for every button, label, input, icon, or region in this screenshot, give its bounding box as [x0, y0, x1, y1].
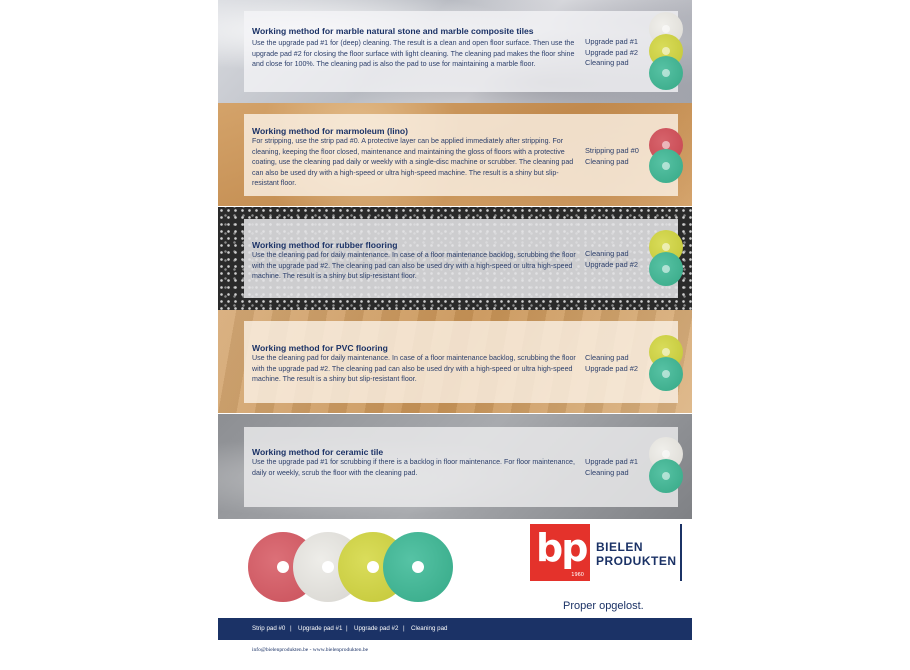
brand-name-line1: BIELEN: [596, 540, 644, 554]
pad-labels: [585, 146, 639, 167]
brand-name-line2: PRODUKTEN: [596, 554, 677, 568]
pad-label: Upgrade pad #2: [585, 47, 639, 57]
section-title: Working method for marble natural stone and marble composite tiles: [252, 26, 534, 36]
pad-labels: [585, 457, 638, 478]
flyer-page: [218, 0, 692, 670]
section-title: Working method for ceramic tile: [252, 447, 384, 457]
section-title: Working method for PVC flooring: [252, 343, 388, 353]
contact-link[interactable]: info@bielenprodukten.be - www.bielenprodukten.be: [252, 647, 369, 653]
cleaning-pad-image: [383, 532, 453, 602]
section-title: Working method for marmoleum (lino): [252, 126, 408, 136]
legend-separator: |: [346, 625, 348, 632]
legend-separator: |: [403, 625, 405, 632]
cleaning-pad-icon: [649, 56, 683, 90]
section-marble: [218, 0, 692, 103]
pad-label: Upgrade pad #2: [585, 259, 639, 269]
legend-item: Strip pad #0: [252, 625, 286, 632]
section-panel: [244, 11, 678, 92]
section-body: Use the cleaning pad for daily maintenance. In case of a floor maintenance backlog, scrubbing the floor with the upgrade pad #2. The cleaning pad can also be used dry with a high-speed or ultra high-speed machine. The result is a shiny but slip-resistant floor.: [252, 251, 576, 280]
legend-item: Cleaning pad: [411, 625, 448, 632]
section-ceramic: [218, 414, 692, 519]
section-body: Use the upgrade pad #1 for scrubbing if there is a backlog in floor maintenance. For floor maintenance, daily or weekly, scrub the floor with the cleaning pad.: [252, 458, 575, 477]
pad-label: Cleaning pad: [585, 249, 629, 258]
section-title: Working method for rubber flooring: [252, 240, 398, 250]
pad-label: Upgrade pad #1: [585, 457, 639, 466]
cleaning-pad-icon: [649, 357, 683, 391]
pad-label: Cleaning pad: [585, 353, 629, 362]
footer-legend: [218, 618, 692, 640]
brand-divider: [680, 524, 682, 581]
cleaning-pad-icon: [649, 252, 683, 286]
section-body: For stripping, use the strip pad #0. A protective layer can be applied immediately after stripping. For cleaning, keeping the floor closed, maintenance and maintaining the gloss of floors with a protective coating, use the cleaning pad daily or weekly with a single-disc machine or scrubber. The cleaning pad can also be used dry with a high-speed or ultra high-speed machine. The result is a shiny but slip-resistant floor.: [252, 137, 574, 187]
legend-separator: |: [290, 625, 292, 632]
pad-labels: [585, 249, 638, 270]
cleaning-pad-icon: [649, 149, 683, 183]
section-panel: [244, 219, 678, 298]
section-rubber: [218, 207, 692, 310]
section-pvc: [218, 310, 692, 413]
section-panel: [244, 114, 678, 196]
section-body: Use the upgrade pad #1 for (deep) cleaning. The result is a clean and open floor surface. Then use the upgrade pad #2 for closing the floor surface with light cleaning. The cleaning pad makes the floor shine and close for 100%. The cleaning pad is also the pad to use for maintaining a marble floor.: [252, 39, 575, 68]
brand-tagline: Proper opgelost.: [563, 600, 644, 612]
pad-label: Cleaning pad: [585, 58, 629, 67]
legend-item: Upgrade pad #2: [354, 625, 399, 632]
pad-labels: [585, 353, 638, 374]
logo-mark: bp: [536, 526, 587, 570]
pad-labels: [585, 37, 638, 69]
legend-item: Upgrade pad #1: [298, 625, 343, 632]
section-marmoleum: [218, 103, 692, 206]
pad-label: Cleaning pad: [585, 156, 629, 166]
section-panel: [244, 321, 678, 403]
logo-year: 1960: [571, 572, 584, 578]
pad-label: Upgrade pad #2: [585, 363, 639, 373]
section-panel: [244, 427, 678, 507]
cleaning-pad-icon: [649, 459, 683, 493]
bp-logo: [530, 524, 590, 581]
pad-label: Cleaning pad: [585, 467, 629, 477]
pad-label: Stripping pad #0: [585, 146, 639, 155]
pad-label: Upgrade pad #1: [585, 37, 639, 46]
section-body: Use the cleaning pad for daily maintenance. In case of a floor maintenance backlog, scrubbing the floor with the upgrade pad #2. The cleaning pad can also be used dry with a high-speed or ultra high-speed machine. The result is a shiny but slip-resistant floor.: [252, 354, 576, 383]
